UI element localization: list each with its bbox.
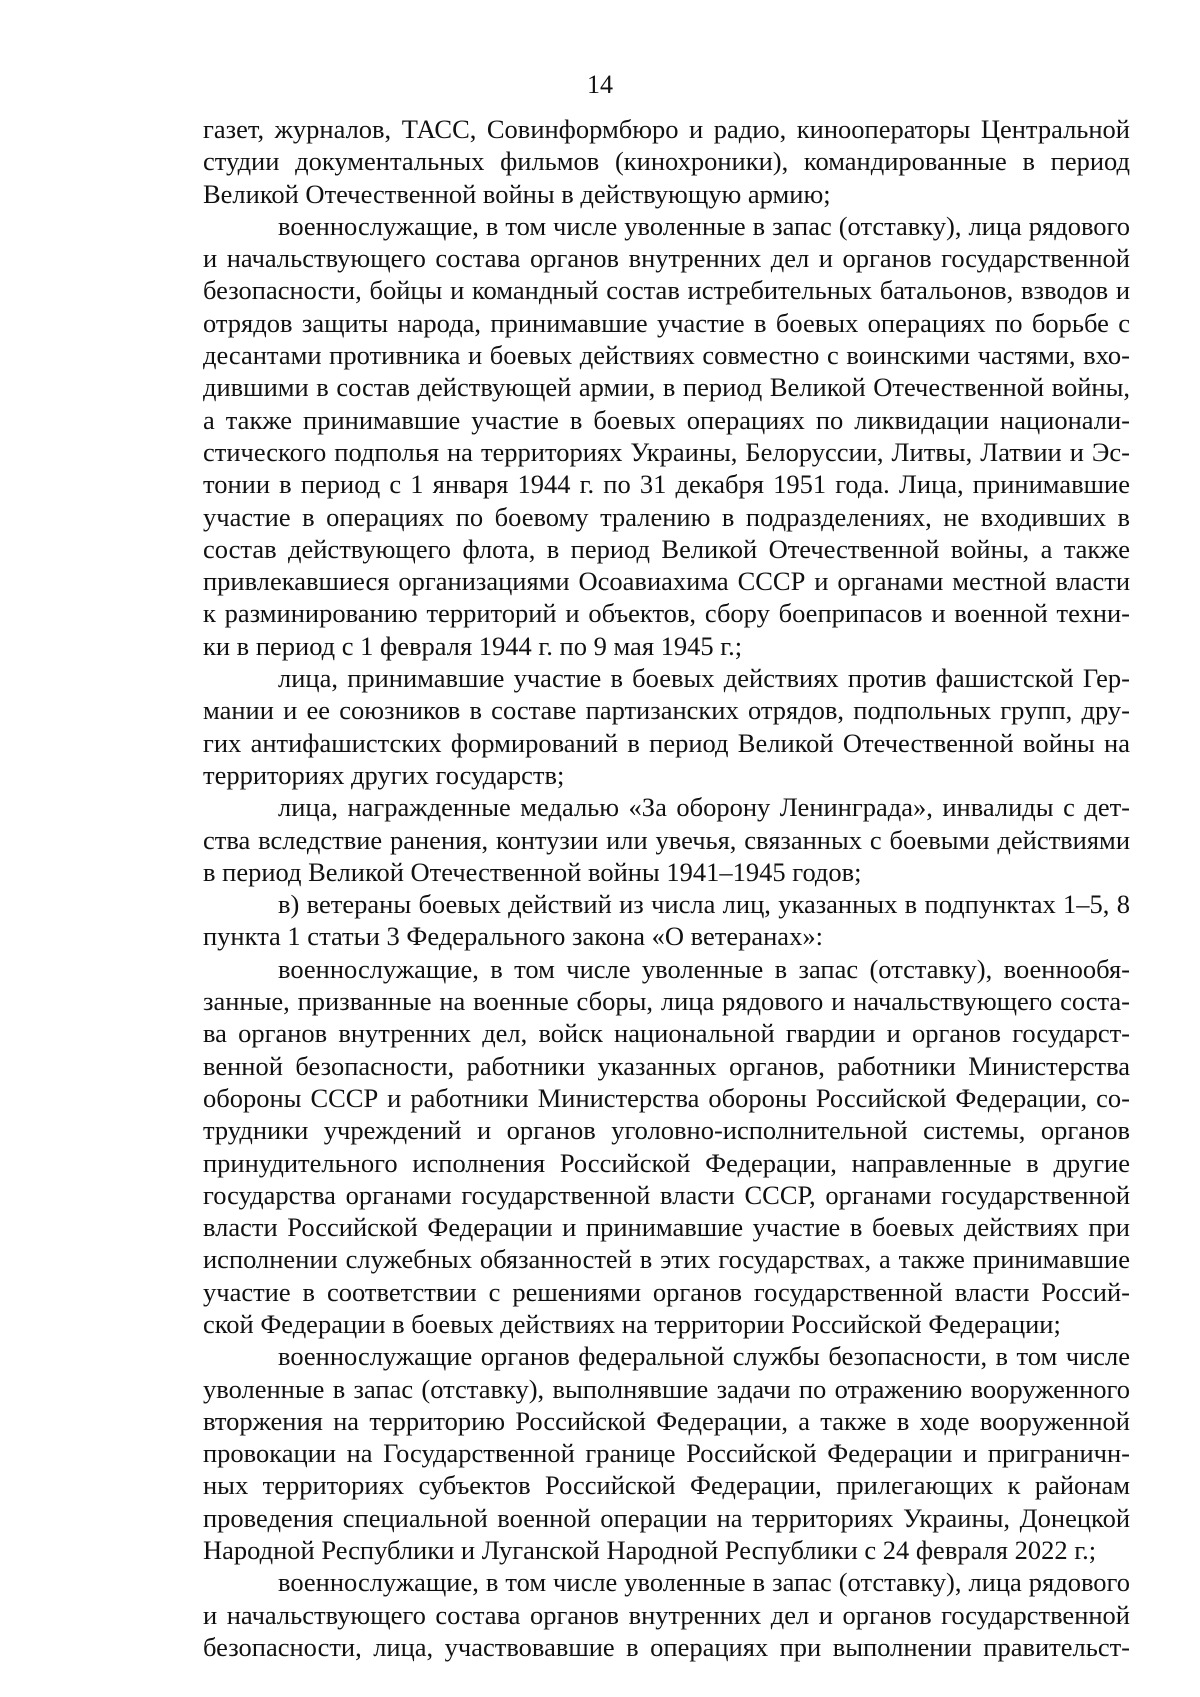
text-line: венной безопасности, работники указанных органов, работники Министерства	[203, 1050, 1130, 1081]
text-line: пункта 1 статьи 3 Федерального закона «О ветеранах»:	[203, 921, 823, 952]
text-line: безопасности, лица, участвовавшие в операциях при выполнении правительст-	[203, 1631, 1130, 1662]
text-line: Великой Отечественной войны в действующую армию;	[203, 178, 831, 209]
text-line: вторжения на территорию Российской Федерации, а также в ходе вооруженной	[203, 1405, 1130, 1436]
text-line: тонии в период с 1 января 1944 г. по 31 декабря 1951 года. Лица, принимавшие	[203, 469, 1130, 500]
text-line: в период Великой Отечественной войны 1941–1945 годов;	[203, 856, 862, 887]
text-line: состав действующего флота, в период Великой Отечественной войны, а также	[203, 533, 1130, 564]
text-line: участие в операциях по боевому тралению в подразделениях, не входивших в	[203, 501, 1130, 532]
text-line: военнослужащие, в том числе уволенные в запас (отставку), лица рядового	[278, 210, 1130, 241]
text-line: к разминированию территорий и объектов, сбору боеприпасов и военной техни-	[203, 598, 1130, 629]
text-line: уволенные в запас (отставку), выполнявшие задачи по отражению вооруженного	[203, 1373, 1130, 1404]
text-line: стического подполья на территориях Украины, Белоруссии, Литвы, Латвии и Эс-	[203, 436, 1130, 467]
text-line: лица, награжденные медалью «За оборону Ленинграда», инвалиды с дет-	[278, 792, 1130, 823]
text-line: занные, призванные на военные сборы, лица рядового и начальствующего соста-	[203, 986, 1130, 1017]
text-line: дившими в состав действующей армии, в период Великой Отечественной войны,	[203, 372, 1130, 403]
text-line: ва органов внутренних дел, войск национальной гвардии и органов государст-	[203, 1018, 1130, 1049]
text-line: участие в соответствии с решениями органов государственной власти Россий-	[203, 1276, 1130, 1307]
text-line: ской Федерации в боевых действиях на территории Российской Федерации;	[203, 1308, 1061, 1339]
text-line: обороны СССР и работники Министерства обороны Российской Федерации, со-	[203, 1082, 1130, 1113]
text-line: безопасности, бойцы и командный состав истребительных батальонов, взводов и	[203, 275, 1130, 306]
text-line: гих антифашистских формирований в период Великой Отечественной войны на	[203, 727, 1130, 758]
text-line: исполнении служебных обязанностей в этих государствах, а также принимавшие	[203, 1244, 1130, 1275]
text-line: студии документальных фильмов (кинохроники), командированные в период	[203, 146, 1130, 177]
document-text	[203, 113, 1130, 1663]
text-line: десантами противника и боевых действиях совместно с воинскими частями, вхо-	[203, 340, 1130, 371]
text-line: лица, принимавшие участие в боевых действиях против фашистской Гер-	[278, 663, 1130, 694]
text-line: ства вследствие ранения, контузии или увечья, связанных с боевыми действиями	[203, 824, 1130, 855]
text-line: трудники учреждений и органов уголовно-исполнительной системы, органов	[203, 1115, 1130, 1146]
text-line: и начальствующего состава органов внутренних дел и органов государственной	[203, 243, 1130, 274]
text-line: военнослужащие органов федеральной службы безопасности, в том числе	[278, 1341, 1130, 1372]
text-line: газет, журналов, ТАСС, Совинформбюро и радио, кинооператоры Центральной	[203, 114, 1130, 144]
text-line: ных территориях субъектов Российской Федерации, прилегающих к районам	[203, 1470, 1130, 1501]
text-line: отрядов защиты народа, принимавшие участие в боевых операциях по борьбе с	[203, 307, 1130, 338]
text-line: военнослужащие, в том числе уволенные в запас (отставку), военнообя-	[278, 953, 1130, 984]
page-number: 14	[587, 70, 613, 99]
text-line: принудительного исполнения Российской Федерации, направленные в другие	[203, 1147, 1130, 1178]
text-line: и начальствующего состава органов внутренних дел и органов государственной	[203, 1599, 1130, 1630]
text-line: привлекавшиеся организациями Осоавиахима СССР и органами местной власти	[203, 566, 1130, 597]
text-line: Народной Республики и Луганской Народной Республики с 24 февраля 2022 г.;	[203, 1535, 1097, 1566]
text-line: власти Российской Федерации и принимавшие участие в боевых действиях при	[203, 1212, 1130, 1243]
text-line: в) ветераны боевых действий из числа лиц, указанных в подпунктах 1–5, 8	[278, 889, 1130, 920]
text-line: мании и ее союзников в составе партизанских отрядов, подпольных групп, дру-	[203, 695, 1130, 726]
text-line: территориях других государств;	[203, 759, 565, 790]
text-line: провокации на Государственной границе Российской Федерации и приграничн-	[203, 1438, 1130, 1469]
text-line: ки в период с 1 февраля 1944 г. по 9 мая 1945 г.;	[203, 630, 743, 661]
text-line: проведения специальной военной операции на территориях Украины, Донецкой	[203, 1502, 1130, 1533]
text-line: военнослужащие, в том числе уволенные в запас (отставку), лица рядового	[278, 1567, 1130, 1598]
text-line: а также принимавшие участие в боевых операциях по ликвидации национали-	[203, 404, 1130, 435]
text-line: государства органами государственной власти СССР, органами государственной	[203, 1179, 1130, 1210]
